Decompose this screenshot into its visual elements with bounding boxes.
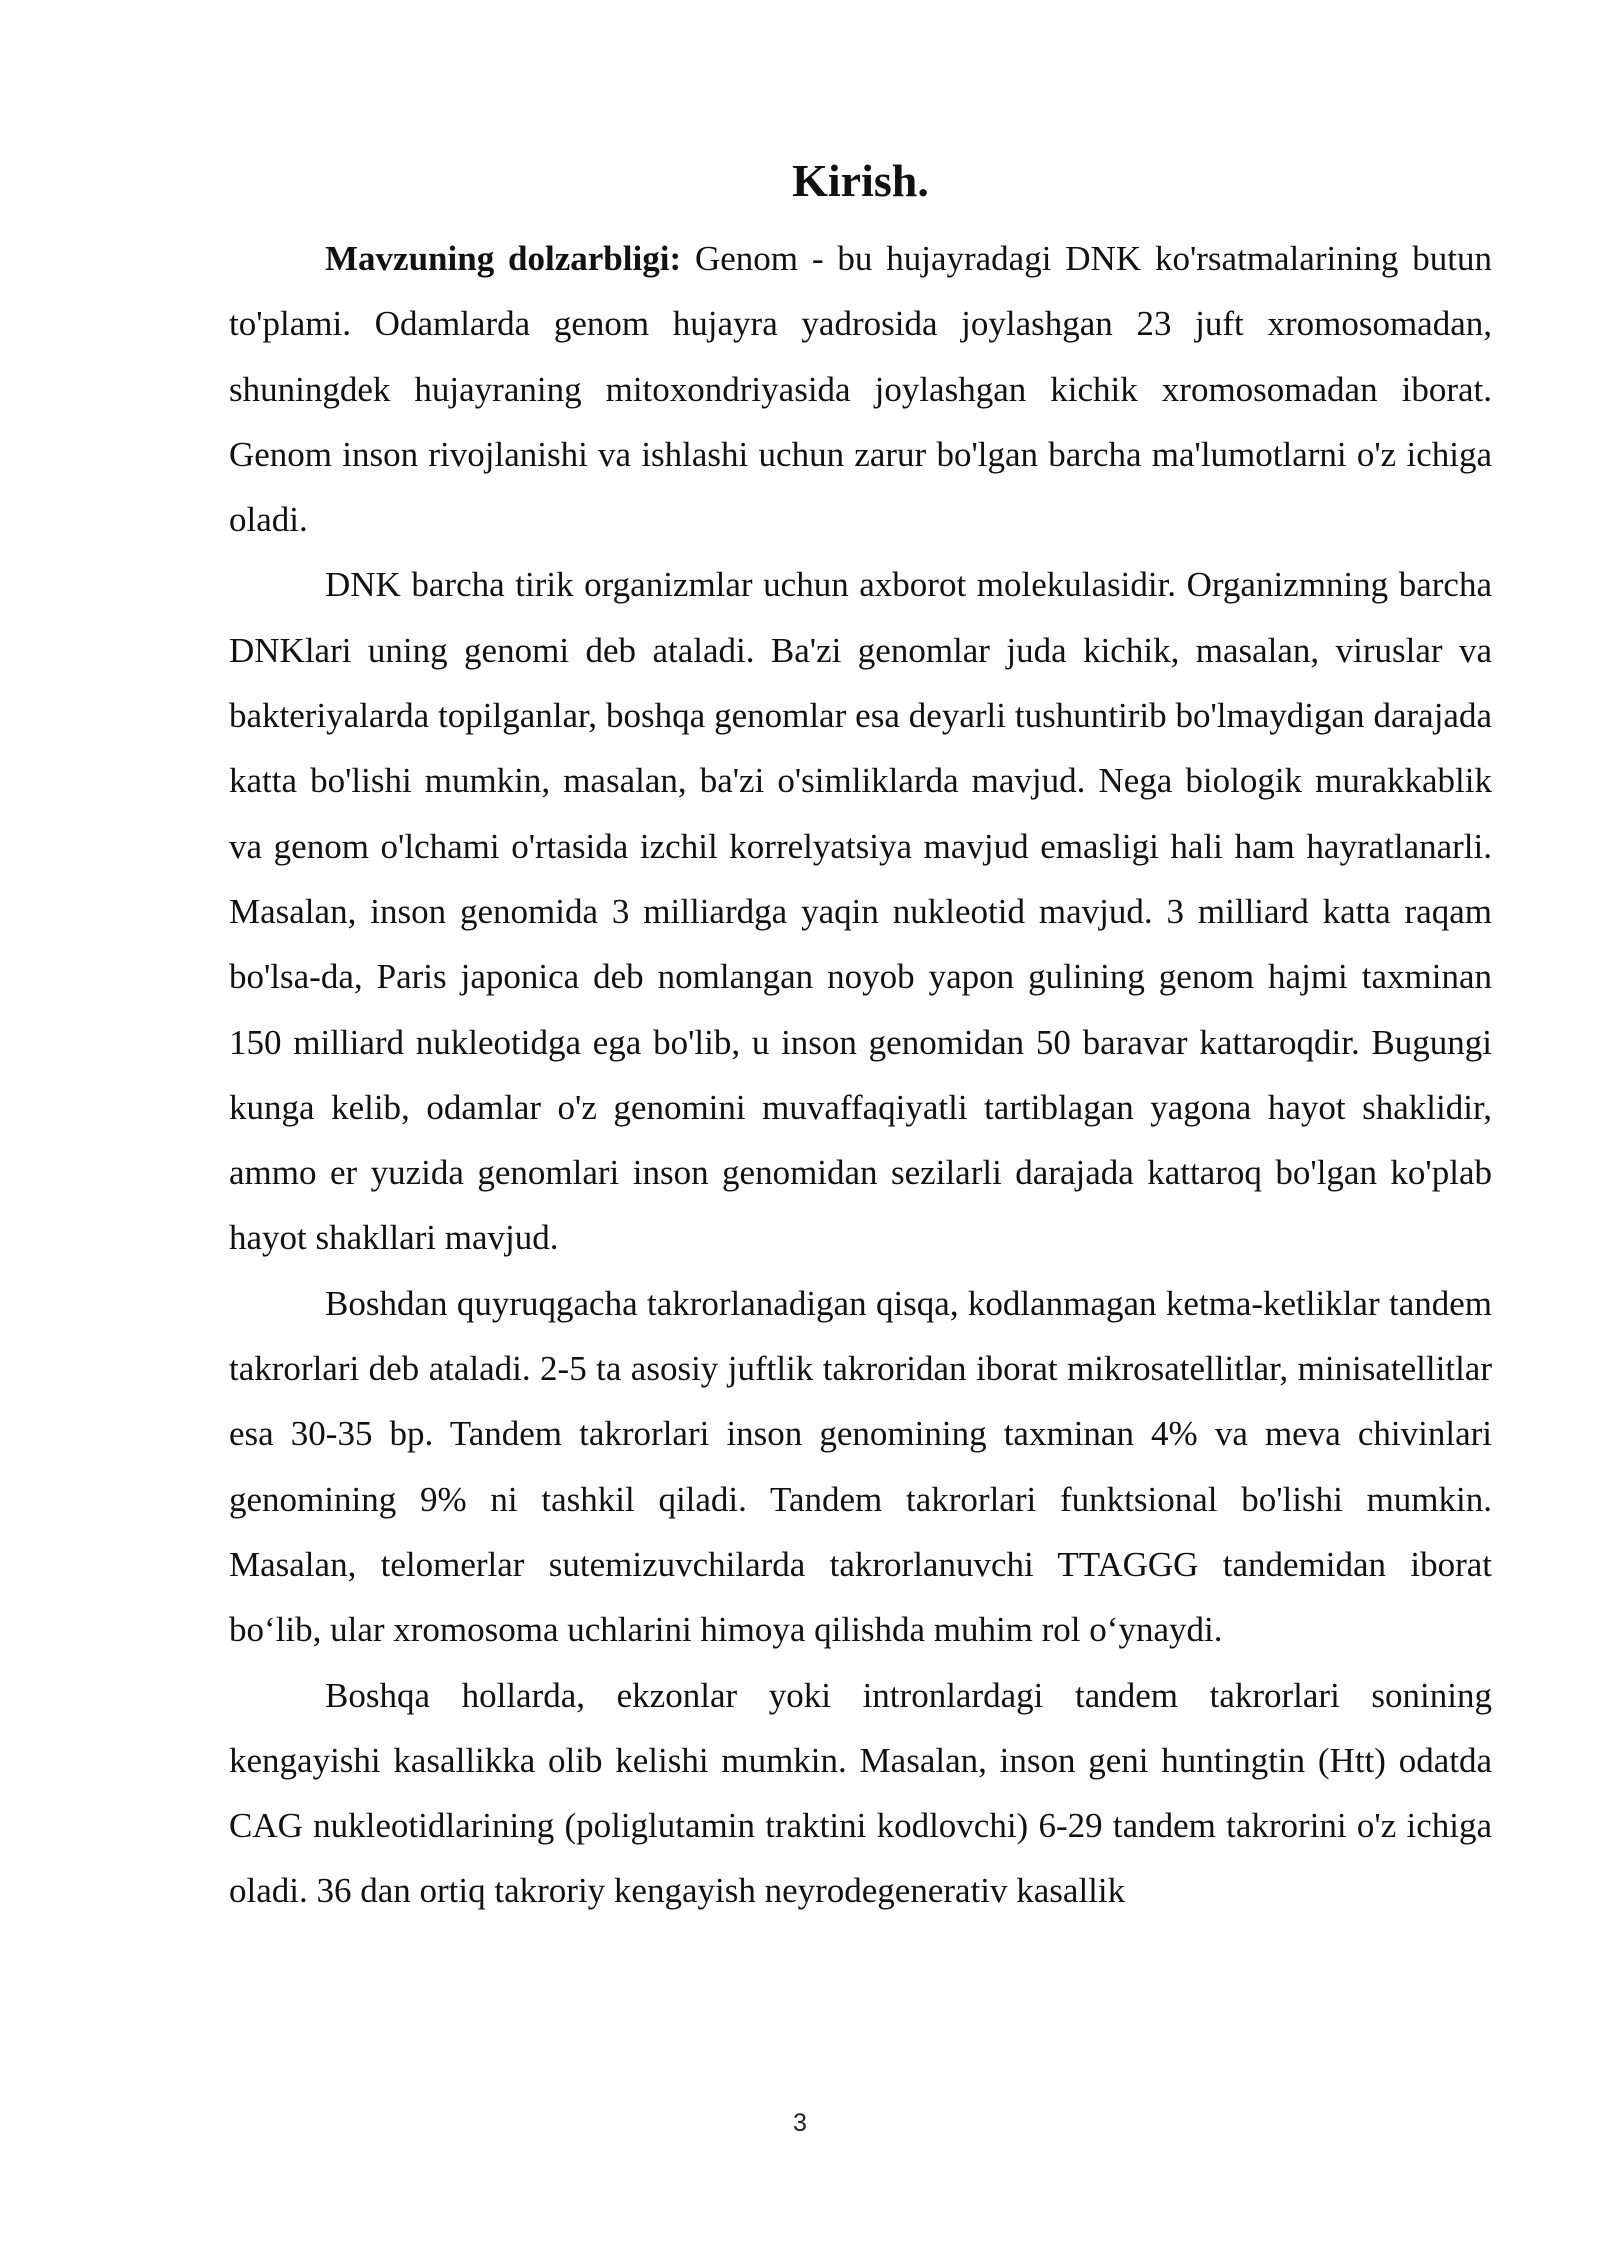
page-title: Kirish.	[792, 155, 929, 206]
paragraph-lead: Mavzuning dolzarbligi:	[325, 239, 682, 278]
paragraph-dna-genome: DNK barcha tirik organizmlar uchun axborot molekulasidir. Organizmning barcha DNKlari uning genomi deb ataladi. Ba'zi genomlar juda kichik, masalan, viruslar va bakteriyalarda topilganlar, boshqa genomlar esa deyarli tushuntirib bo'lmaydigan darajada katta bo'lishi mumkin, masalan, ba'zi o'simliklarda mavjud. Nega biologik murakkablik va genom o'lchami o'rtasida izchil korrelyatsiya mavjud emasligi hali ham hayratlanarli. Masalan, inson genomida 3 milliardga yaqin nukleotid mavjud. 3 milliard katta raqam bo'lsa-da, Paris japonica deb nomlangan noyob yapon gulining genom hajmi taxminan 150 milliard nukleotidga ega bo'lib, u inson genomidan 50 baravar kattaroqdir. Bugungi kunga kelib, odamlar o'z genomini muvaffaqiyatli tartiblagan yagona hayot shaklidir, ammo er yuzida genomlari inson genomidan sezilarli darajada kattaroq bo'lgan ko'plab hayot shakllari mavjud.	[229, 565, 1492, 1258]
paragraph-tandem-repeats: Boshdan quyruqgacha takrorlanadigan qisqa, kodlanmagan ketma-ketliklar tandem takrorlari deb ataladi. 2-5 ta asosiy juftlik takroridan iborat mikrosatellitlar, minisatellitlar esa 30-35 bp. Tandem takrorlari inson genomining taxminan 4% va meva chivinlari genomining 9% ni tashkil qiladi. Tandem takrorlari funktsional bo'lishi mumkin. Masalan, telomerlar sutemizuvchilarda takrorlanuvchi TTAGGG tandemidan iborat bo‘lib, ular xromosoma uchlarini himoya qilishda muhim rol o‘ynaydi.	[229, 1283, 1492, 1650]
paragraph-repeat-expansion: Boshqa hollarda, ekzonlar yoki intronlardagi tandem takrorlari sonining kengayishi kasallikka olib kelishi mumkin. Masalan, inson geni huntingtin (Htt) odatda CAG nukleotidlarining (poliglutamin traktini kodlovchi) 6-29 tandem takrorini o'z ichiga oladi. 36 dan ortiq takroriy kengayish neyrodegenerativ kasallik	[229, 1675, 1492, 1911]
page-number: 3	[793, 2109, 807, 2137]
paragraph-relevance	[229, 226, 1492, 552]
page-content	[229, 148, 1492, 1924]
paragraph-text: Genom - bu hujayradagi DNK ko'rsatmalarining butun to'plami. Odamlarda genom hujayra yadrosida joylashgan 23 juft xromosomadan, shuningdek hujayraning mitoxondriyasida joylashgan kichik xromosomadan iborat. Genom inson rivojlanishi va ishlashi uchun zarur bo'lgan barcha ma'lumotlarni o'z ichiga oladi.	[229, 239, 1492, 540]
